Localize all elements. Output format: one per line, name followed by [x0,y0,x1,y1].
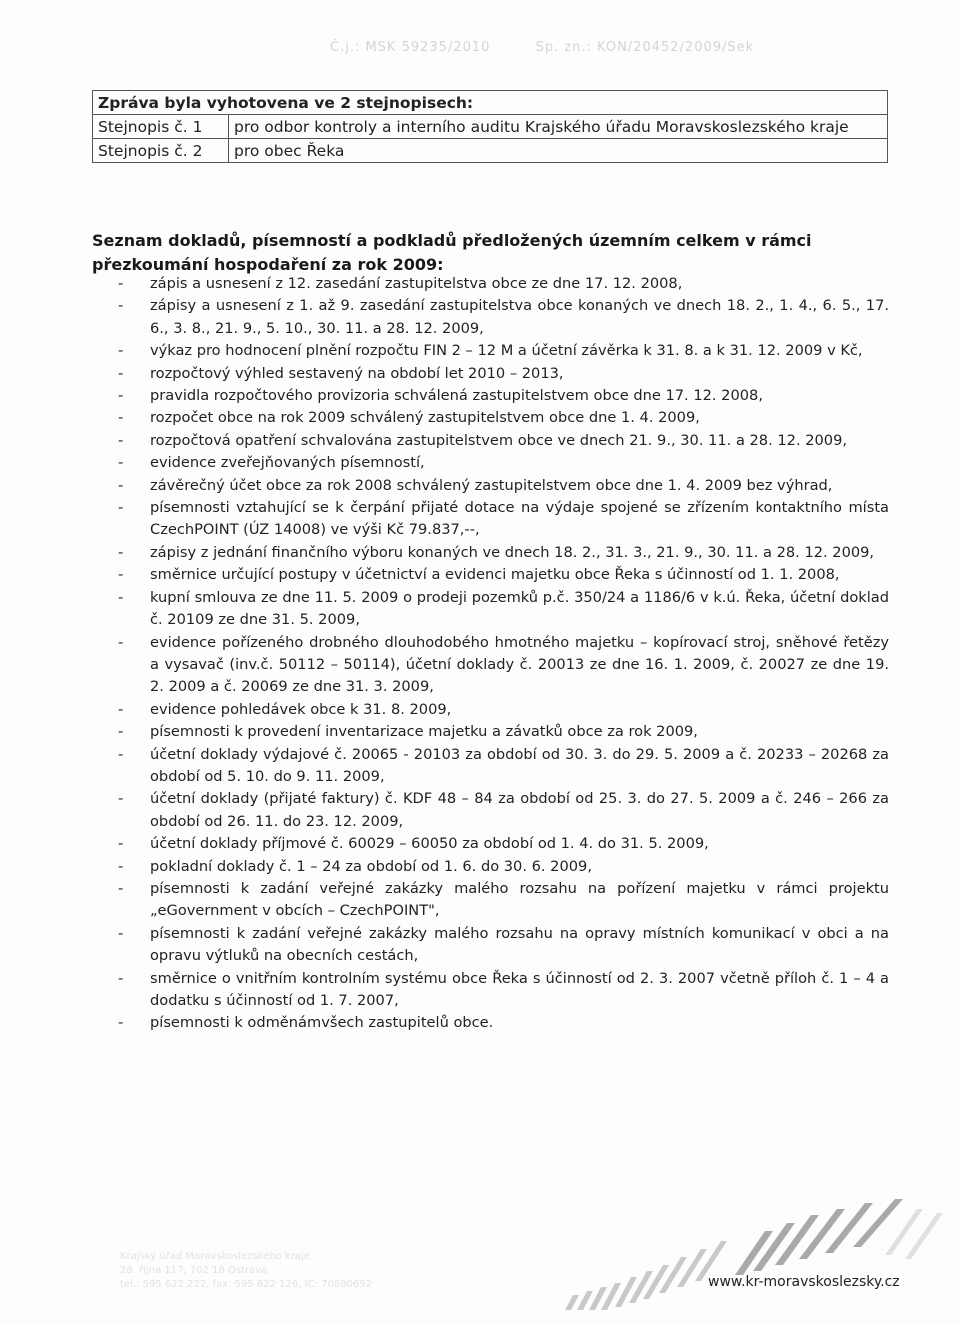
copy-label: Stejnopis č. 1 [93,115,229,139]
reference-number: Č.j.: MSK 59235/2010 [330,40,491,55]
footer-line: tel.: 595 622 222, fax: 595 622 126, IČ: 70890692 [120,1279,373,1290]
list-item: - účetní doklady (přijaté faktury) č. KDF 48 – 84 za období od 25. 3. do 27. 5. 2009 a č. 246 – 266 za období od 26. 11. do 23. 12. 2009, [92,788,889,833]
list-item: - účetní doklady příjmové č. 60029 – 60050 za období od 1. 4. do 31. 5. 2009, [92,833,889,855]
list-item: - evidence pohledávek obce k 31. 8. 2009, [92,699,889,721]
footer-line: 28. října 117, 702 18 Ostrava [120,1265,268,1276]
list-item: - zápisy a usnesení z 1. až 9. zasedání zastupitelstva obce konaných ve dnech 18. 2., 1. 4., 6. 5., 17. 6., 3. 8., 21. 9., 5. 10., 30. 11. a 28. 12. 2009, [92,295,889,340]
list-item: - závěrečný účet obce za rok 2008 schválený zastupitelstvem obce dne 1. 4. 2009 bez výhrad, [92,475,889,497]
list-item: - směrnice o vnitřním kontrolním systému obce Řeka s účinností od 2. 3. 2007 včetně příloh č. 1 – 4 a dodatku s účinností od 1. 7. 2007, [92,968,889,1013]
list-item: - pravidla rozpočtového provizoria schválená zastupitelstvem obce dne 17. 12. 2008, [92,385,889,407]
file-mark: Sp. zn.: KON/20452/2009/Sek [535,40,755,55]
list-item: - evidence pořízeného drobného dlouhodobého hmotného majetku – kopírovací stroj, sněhové řetězy a vysavač (inv.č. 50112 – 50114), účetní doklady č. 20013 ze dne 16. 1. 2009, č. 20027 ze dne 19. 2. 2009 a č. 20069 ze dne 31. 3. 2009, [92,632,889,699]
list-item: - rozpočtová opatření schvalována zastupitelstvem obce ve dnech 21. 9., 30. 11. a 28. 12. 2009, [92,430,889,452]
list-item: - účetní doklady výdajové č. 20065 - 20103 za období od 30. 3. do 29. 5. 2009 a č. 20233 – 20268 za období od 5. 10. do 9. 11. 2009, [92,744,889,789]
copies-title-row [93,91,888,115]
list-item: - evidence zveřejňovaných písemností, [92,452,889,474]
list-item: - zápisy z jednání finančního výboru konaných ve dnech 18. 2., 31. 3., 21. 9., 30. 11. a 28. 12. 2009, [92,542,889,564]
footer-office-address [120,1250,540,1292]
copies-row [93,139,888,163]
document-list [92,273,889,1035]
list-item: - pokladní doklady č. 1 – 24 za období od 1. 6. do 30. 6. 2009, [92,856,889,878]
list-item: - písemnosti k provedení inventarizace majetku a závatků obce za rok 2009, [92,721,889,743]
faint-reference-header [330,40,890,55]
footer-stripes-logo [555,1195,955,1315]
list-item: - písemnosti k zadání veřejné zakázky malého rozsahu na pořízení majetku v rámci projektu „eGovernment v obcích – CzechPOINT", [92,878,889,923]
list-item: - rozpočet obce na rok 2009 schválený zastupitelstvem obce dne 1. 4. 2009, [92,407,889,429]
copies-row [93,115,888,139]
copy-recipient: pro obec Řeka [229,139,888,163]
footer-website-link[interactable]: www.kr-moravskoslezsky.cz [708,1274,900,1290]
copies-table [92,90,888,163]
list-item: - písemnosti k zadání veřejné zakázky malého rozsahu na opravy místních komunikací v obci a na opravu výtluků na obecních cestách, [92,923,889,968]
list-item: - výkaz pro hodnocení plnění rozpočtu FIN 2 – 12 M a účetní závěrka k 31. 8. a k 31. 12. 2009 v Kč, [92,340,889,362]
copy-label: Stejnopis č. 2 [93,139,229,163]
list-item: - směrnice určující postupy v účetnictví a evidenci majetku obce Řeka s účinností od 1. 1. 2008, [92,564,889,586]
list-item: - písemnosti vztahující se k čerpání přijaté dotace na výdaje spojené se zřízením kontaktního místa CzechPOINT (ÚZ 14008) ve výši Kč 79.837,--, [92,497,889,542]
list-item: - zápis a usnesení z 12. zasedání zastupitelstva obce ze dne 17. 12. 2008, [92,273,889,295]
footer-line: Krajský úřad Moravskoslezského kraje [120,1251,310,1262]
list-item: - rozpočtový výhled sestavený na období let 2010 – 2013, [92,363,889,385]
list-item: - písemnosti k odměnámvšech zastupitelů obce. [92,1012,889,1034]
list-item: - kupní smlouva ze dne 11. 5. 2009 o prodeji pozemků p.č. 350/24 a 1186/6 v k.ú. Řeka, účetní doklad č. 20109 ze dne 31. 5. 2009, [92,587,889,632]
copy-recipient: pro odbor kontroly a interního auditu Krajského úřadu Moravskoslezského kraje [229,115,888,139]
section-heading: Seznam dokladů, písemností a podkladů předložených územním celkem v rámci přezkoumání hospodaření za rok 2009: [92,231,812,274]
copies-title: Zpráva byla vyhotovena ve 2 stejnopisech: [93,91,888,115]
